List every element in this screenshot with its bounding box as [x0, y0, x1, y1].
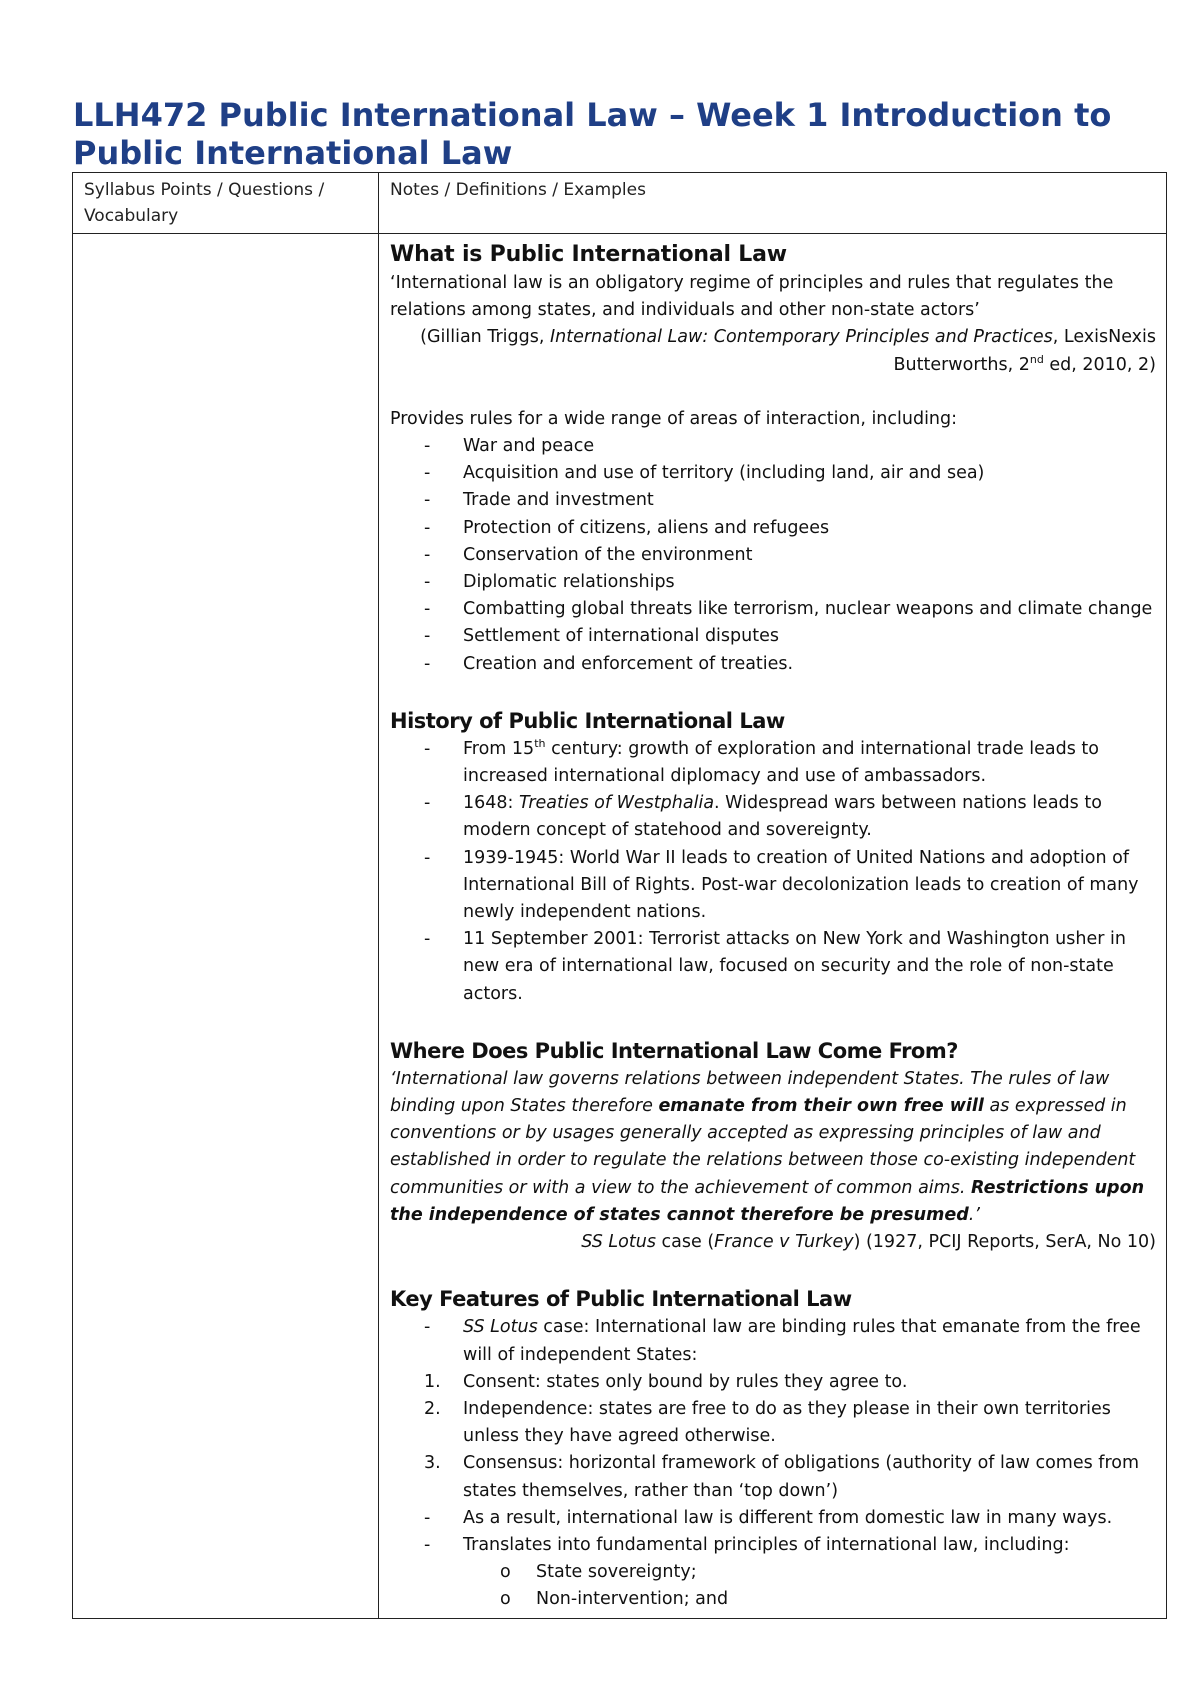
- list-item: - Protection of citizens, aliens and refugees: [424, 517, 830, 538]
- definition-quote: ‘International law is an obligatory regime of principles and rules that regulates the relations among states, and individuals and other non-state actors’: [390, 273, 1114, 321]
- list-item: - Conservation of the environment: [424, 544, 753, 565]
- list-item: o Non-intervention; and: [500, 1589, 729, 1610]
- list-item: 2. Independence: states are free to do as they please in their own territories unless they have agreed otherwise.: [424, 1398, 1111, 1447]
- list-item: - As a result, international law is different from domestic law in many ways.: [424, 1507, 1113, 1528]
- list-item: - Settlement of international disputes: [424, 626, 779, 647]
- list-item: - Translates into fundamental principles of international law, including:: [424, 1534, 1070, 1555]
- header-notes: Notes / Definitions / Examples: [379, 173, 1167, 234]
- areas-intro: Provides rules for a wide range of areas of interaction, including:: [390, 408, 958, 429]
- section-heading-history: History of Public International Law: [390, 708, 785, 733]
- syllabus-cell: [73, 234, 379, 1619]
- list-item: - Creation and enforcement of treaties.: [424, 653, 794, 674]
- history-list: [390, 736, 1156, 1008]
- list-item: - 1939-1945: World War II leads to creation of United Nations and adoption of International Bill of Rights. Post-war decolonization leads to creation of many newly independent nations.: [424, 847, 1139, 923]
- principles-sublist: [390, 1559, 1156, 1613]
- header-syllabus: Syllabus Points / Questions / Vocabulary: [73, 173, 379, 234]
- table-body-row: [73, 234, 1167, 1619]
- section-heading-origin: Where Does Public International Law Come From?: [390, 1038, 958, 1063]
- list-item: - 11 September 2001: Terrorist attacks on New York and Washington usher in new era of international law, focused on security and the role of non-state actors.: [424, 929, 1126, 1004]
- table-header-row: [73, 173, 1167, 234]
- list-item: - War and peace: [424, 436, 595, 457]
- features-after-list: [390, 1505, 1156, 1559]
- list-item: o State sovereignty;: [500, 1562, 697, 1583]
- list-item: - Diplomatic relationships: [424, 572, 675, 593]
- section-heading-features: Key Features of Public International Law: [390, 1287, 852, 1312]
- list-item: - Combatting global threats like terrorism, nuclear weapons and climate change: [424, 599, 1153, 620]
- list-item: - From 15th century: growth of exploration and international trade leads to increased international diplomacy and use of ambassadors.: [424, 737, 1099, 787]
- definition-citation: (Gillian Triggs, International Law: Contemporary Principles and Practices, LexisNexis Butterworths, 2nd ed, 2010, 2): [420, 327, 1156, 375]
- list-item: 1. Consent: states only bound by rules they agree to.: [424, 1371, 908, 1392]
- list-item: 3. Consensus: horizontal framework of obligations (authority of law comes from states themselves, rather than ‘top down’): [424, 1453, 1140, 1501]
- list-item: - Acquisition and use of territory (including land, air and sea): [424, 463, 985, 484]
- features-numbered-list: [390, 1369, 1156, 1505]
- features-list: [390, 1314, 1156, 1368]
- list-item: - SS Lotus case: International law are binding rules that emanate from the free will of independent States:: [424, 1317, 1141, 1365]
- list-item: - 1648: Treaties of Westphalia. Widespread wars between nations leads to modern concept of statehood and sovereignty.: [424, 793, 1102, 841]
- notes-content: [379, 234, 1166, 1618]
- list-item: - Trade and investment: [424, 490, 654, 511]
- document-title: LLH472 Public International Law – Week 1 Introduction to Public International Law: [73, 96, 1112, 172]
- notes-table: [72, 172, 1167, 1619]
- section-heading-what: What is Public International Law: [390, 242, 787, 267]
- areas-list: [390, 433, 1156, 678]
- lotus-quote: ‘International law governs relations between independent States. The rules of law binding upon States therefore emanate from their own free will as expressed in conventions or by usages generally accepted as expressing principles of law and established in order to regulate the relations between those co-existing independent communities or with a view to the achievement of common aims. Restrictions upon the independence of states cannot therefore be presumed.’: [390, 1068, 1145, 1225]
- lotus-citation: SS Lotus case (France v Turkey) (1927, PCIJ Reports, SerA, No 10): [581, 1232, 1156, 1253]
- notes-cell: [379, 234, 1167, 1619]
